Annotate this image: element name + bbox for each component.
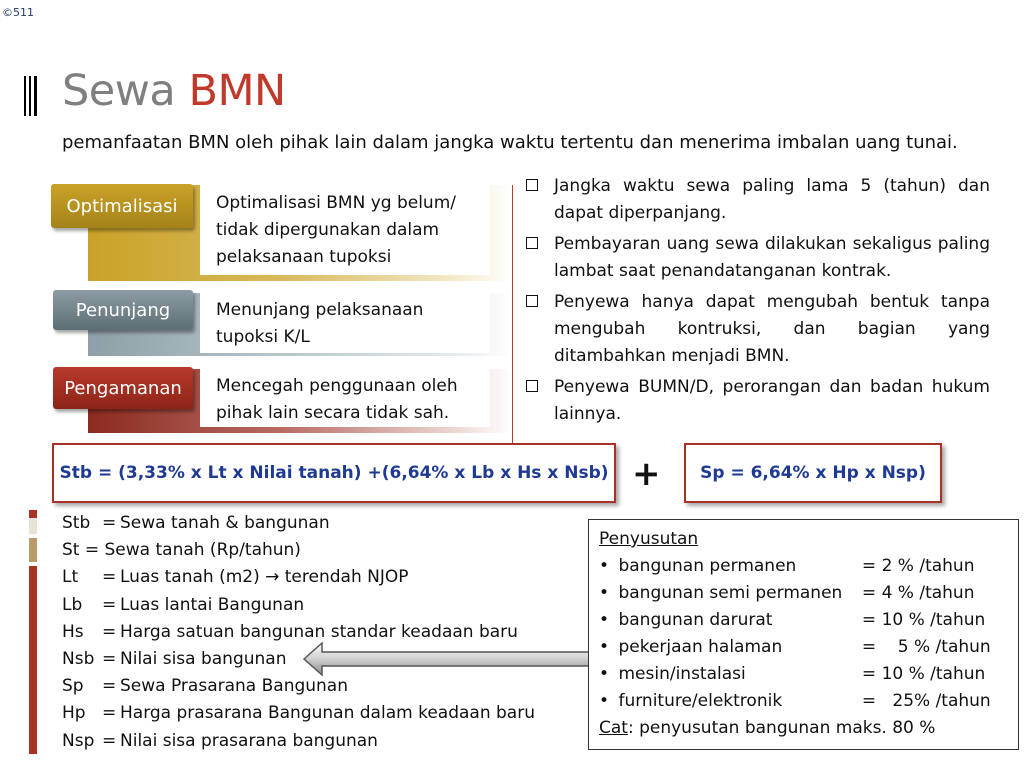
penyusutan-row: • furniture/elektronik = 25% /tahun <box>599 688 1008 715</box>
left-arrow-icon <box>302 640 592 678</box>
legend-row: Stb = Sewa tanah & bangunan <box>62 513 330 533</box>
bullet-dot-icon: • <box>599 556 610 576</box>
tag-penunjang: Penunjang <box>53 290 193 330</box>
desc-line: pelaksanaan tupoksi <box>216 247 392 267</box>
desc-line: Menunjang pelaksanaan <box>216 300 424 320</box>
penyusutan-row: • bangunan darurat = 10 % /tahun <box>599 607 1008 634</box>
legend-row: St = Sewa tanah (Rp/tahun) <box>62 540 301 561</box>
note-label: Cat <box>599 718 628 738</box>
desc-line: tupoksi K/L <box>216 327 310 347</box>
penyusutan-row: • mesin/instalasi = 10 % /tahun <box>599 661 1008 688</box>
penyusutan-row: • bangunan semi permanen = 4 % /tahun <box>599 580 1008 607</box>
row-description-penunjang <box>216 297 423 351</box>
plus-sign: + <box>632 454 661 494</box>
desc-line: tidak dipergunakan dalam <box>216 220 440 240</box>
list-item: Pembayaran uang sewa dilakukan sekaligus paling lambat saat penandatanganan kontrak. <box>524 231 990 285</box>
title-part-2: BMN <box>188 66 286 116</box>
checkbox-bullet-icon <box>526 179 538 191</box>
list-item: Penyewa BUMN/D, perorangan dan badan hukum lainnya. <box>524 374 990 428</box>
list-item: Jangka waktu sewa paling lama 5 (tahun) dan dapat diperpanjang. <box>524 173 990 227</box>
penyusutan-row: • pekerjaan halaman = 5 % /tahun <box>599 634 1008 661</box>
title-marker-icon <box>24 76 38 116</box>
formula-sp: Sp = 6,64% x Hp x Nsp) <box>684 443 942 503</box>
legend-row: Nsp = Nilai sisa prasarana bangunan <box>62 730 378 751</box>
bullet-dot-icon: • <box>599 691 610 711</box>
row-description-pengamanan <box>216 373 458 427</box>
penyusutan-heading: Penyusutan <box>599 529 699 549</box>
bullet-dot-icon: • <box>599 610 610 630</box>
checkbox-bullet-icon <box>526 237 538 249</box>
desc-line: Optimalisasi BMN yg belum/ <box>216 193 456 213</box>
strip-segment <box>29 566 37 754</box>
title-part-1: Sewa <box>62 66 176 116</box>
checkbox-bullet-icon <box>526 380 538 392</box>
legend-row: Sp = Sewa Prasarana Bangunan <box>62 676 348 697</box>
penyusutan-box <box>588 519 1019 750</box>
strip-segment <box>29 518 37 534</box>
terms-list <box>524 173 990 432</box>
bullet-dot-icon: • <box>599 583 610 603</box>
legend-row: Hp = Harga prasarana Bangunan dalam keadaan baru <box>62 703 535 724</box>
page-title <box>62 66 286 116</box>
strip-segment <box>29 538 37 562</box>
legend-list <box>62 510 535 755</box>
formula-stb: Stb = (3,33% x Lt x Nilai tanah) +(6,64% x Lb x Hs x Nsb) <box>52 443 616 503</box>
legend-row: Nsb = Nilai sisa bangunan <box>62 648 287 669</box>
copyright-label: ©511 <box>2 6 34 19</box>
note-text: : penyusutan bangunan maks. 80 % <box>627 718 936 738</box>
legend-row: Lt = Luas tanah (m2) → terendah NJOP <box>62 567 409 588</box>
bullet-dot-icon: • <box>599 637 610 657</box>
page-subtitle: pemanfaatan BMN oleh pihak lain dalam jangka waktu tertentu dan menerima imbalan uang tunai. <box>62 132 958 153</box>
checkbox-bullet-icon <box>526 295 538 307</box>
tag-optimalisasi: Optimalisasi <box>51 184 193 228</box>
list-item: Penyewa hanya dapat mengubah bentuk tanpa mengubah kontruksi, dan bagian yang ditambahkan menjadi BMN. <box>524 289 990 370</box>
desc-line: Mencegah penggunaan oleh <box>216 376 458 396</box>
tag-pengamanan: Pengamanan <box>53 367 193 409</box>
legend-row: Hs = Harga satuan bangunan standar keadaan baru <box>62 621 518 642</box>
penyusutan-row: • bangunan permanen = 2 % /tahun <box>599 553 1008 580</box>
desc-line: pihak lain secara tidak sah. <box>216 403 450 423</box>
legend-row: Lb = Luas lantai Bangunan <box>62 594 305 615</box>
strip-segment <box>29 510 37 518</box>
vertical-divider <box>512 185 513 443</box>
penyusutan-note <box>599 715 1008 742</box>
bullet-dot-icon: • <box>599 664 610 684</box>
row-description-optimalisasi <box>216 190 456 271</box>
